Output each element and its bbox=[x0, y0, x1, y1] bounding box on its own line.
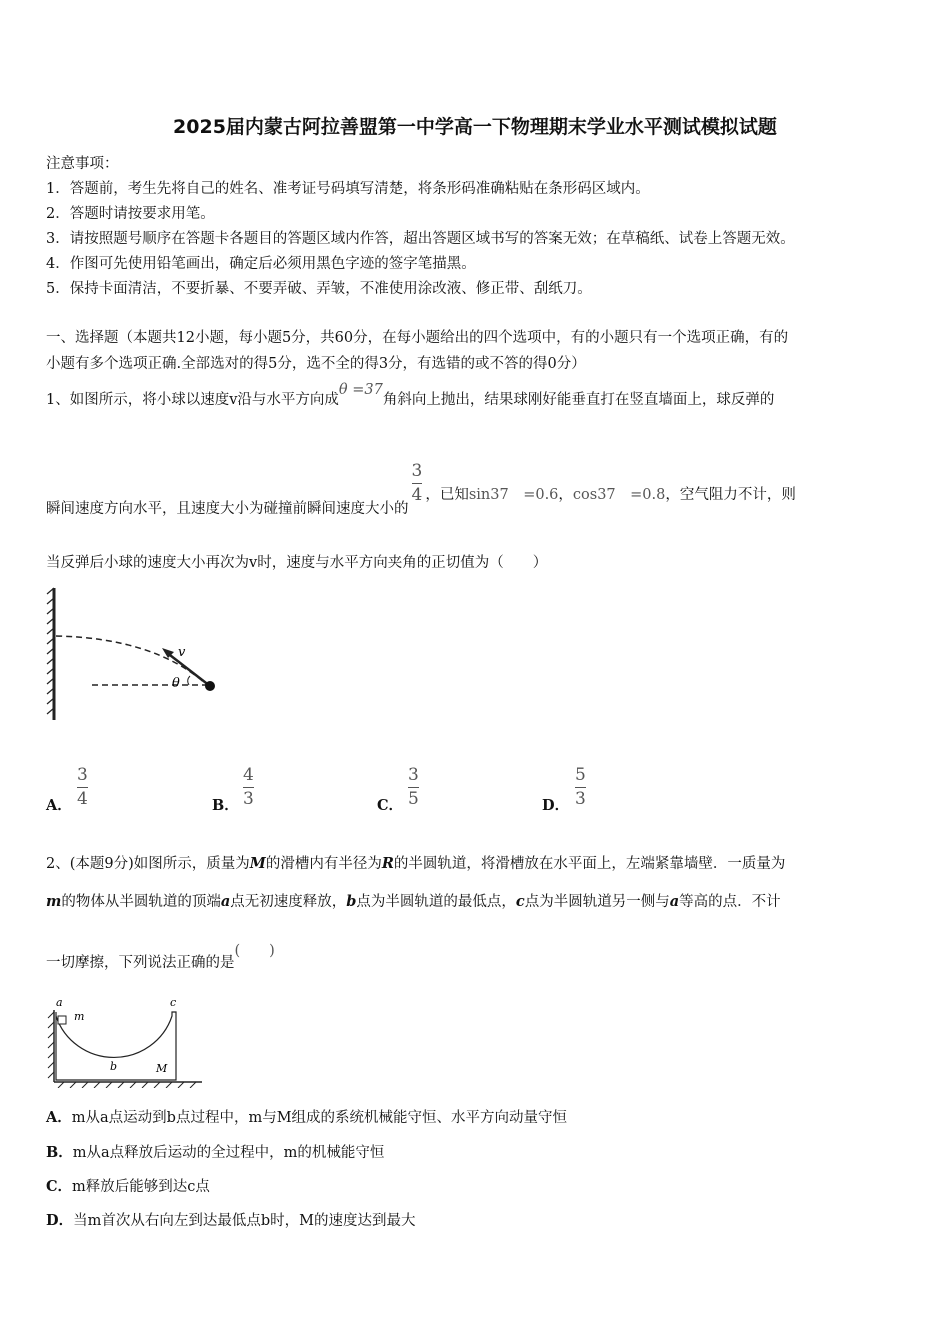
q1-stem-line2: 瞬间速度方向水平，且速度大小为碰撞前瞬间速度大小的 $\frac{3}{4}$ ，已知sin37 =0.6，cos37 =0.8，空气阻力不计，则 bbox=[46, 461, 796, 518]
point-a-label: a bbox=[56, 996, 63, 1009]
notice-item-5: 5．保持卡面清洁，不要折暴、不要弄破、弄皱，不准使用涂改液、修正带、刮纸刀。 bbox=[46, 281, 592, 297]
q1-stem-line1: 1、如图所示，将小球以速度v沿与水平方向成θ =37角斜向上抛出，结果球刚好能垂直打在竖直墙面上，球反弹的 bbox=[46, 382, 775, 408]
cos-value: cos37 =0.8 bbox=[572, 487, 666, 504]
notice-item-3: 3．请按照题号顺序在答题卡各题目的答题区域内作答，超出答题区域书写的答案无效；在草稿纸、试卷上答题无效。 bbox=[46, 231, 795, 247]
q1-stem-line3: 当反弹后小球的速度大小再次为v时，速度与水平方向夹角的正切值为（ ） bbox=[46, 555, 548, 571]
q2-option-b: B．m从a点释放后运动的全过程中，m的机械能守恒 bbox=[46, 1144, 385, 1161]
q1-diagram bbox=[44, 584, 234, 724]
q2-diagram bbox=[44, 994, 206, 1088]
q2-stem-line2: m的物体从半圆轨道的顶端a点无初速度释放，b点为半圆轨道的最低点，c点为半圆轨道另一侧与a等高的点．不计 bbox=[46, 893, 781, 910]
q2-stem-line1: 2、(本题9分)如图所示，质量为M的滑槽内有半径为R的半圆轨道，将滑槽放在水平面上，左端紧靠墙壁．一质量为 bbox=[46, 855, 786, 872]
q2-stem-line3: 一切摩擦，下列说法正确的是( ) bbox=[46, 943, 275, 971]
q1-option-a-label: A． bbox=[46, 797, 72, 814]
q1-option-b-fraction: 4 3 bbox=[243, 765, 254, 809]
notice-heading: 注意事项： bbox=[46, 156, 119, 172]
q2-option-a: A．m从a点运动到b点过程中，m与M组成的系统机械能守恒、水平方向动量守恒 bbox=[46, 1109, 568, 1126]
section-header-line2: 小题有多个选项正确.全部选对的得5分，选不全的得3分，有选错的或不答的得0分） bbox=[46, 356, 586, 372]
page-title: 2025届内蒙古阿拉善盟第一中学高一下物理期末学业水平测试模拟试题 bbox=[173, 116, 777, 138]
point-b-label: b bbox=[110, 1060, 118, 1073]
notice-item-4: 4．作图可先使用铅笔画出，确定后必须用黑色字迹的签字笔描黑。 bbox=[46, 256, 476, 272]
q1-option-d-fraction: 5 3 bbox=[575, 765, 586, 809]
fraction-3-4: $\frac{3}{4}$ bbox=[411, 461, 423, 505]
q1-option-b-label: B． bbox=[212, 797, 239, 814]
velocity-label: v bbox=[178, 645, 186, 660]
notice-item-1: 1．答题前，考生先将自己的姓名、准考证号码填写清楚，将条形码准确粘贴在条形码区域内。 bbox=[46, 181, 650, 197]
sin-value: sin37 =0.6 bbox=[468, 487, 559, 504]
section-header-line1: 一、选择题（本题共12小题，每小题5分，共60分，在每小题给出的四个选项中，有的小题只有一个选项正确，有的 bbox=[46, 330, 789, 346]
point-c-label: c bbox=[170, 996, 177, 1009]
q2-option-d: D．当m首次从右向左到达最低点b时，M的速度达到最大 bbox=[46, 1212, 416, 1229]
mass-m-label: m bbox=[74, 1010, 85, 1023]
q1-option-c-fraction: 3 5 bbox=[408, 765, 419, 809]
q1-option-c-label: C． bbox=[377, 797, 404, 814]
angle-label: θ bbox=[172, 676, 180, 691]
theta-value: θ =37 bbox=[338, 382, 383, 398]
q1-option-a-fraction: 3 4 bbox=[77, 765, 88, 809]
q1-option-d-label: D． bbox=[542, 797, 570, 814]
notice-item-2: 2．答题时请按要求用笔。 bbox=[46, 206, 215, 222]
mass-M-label: M bbox=[156, 1062, 168, 1075]
q2-option-c: C．m释放后能够到达c点 bbox=[46, 1178, 210, 1195]
